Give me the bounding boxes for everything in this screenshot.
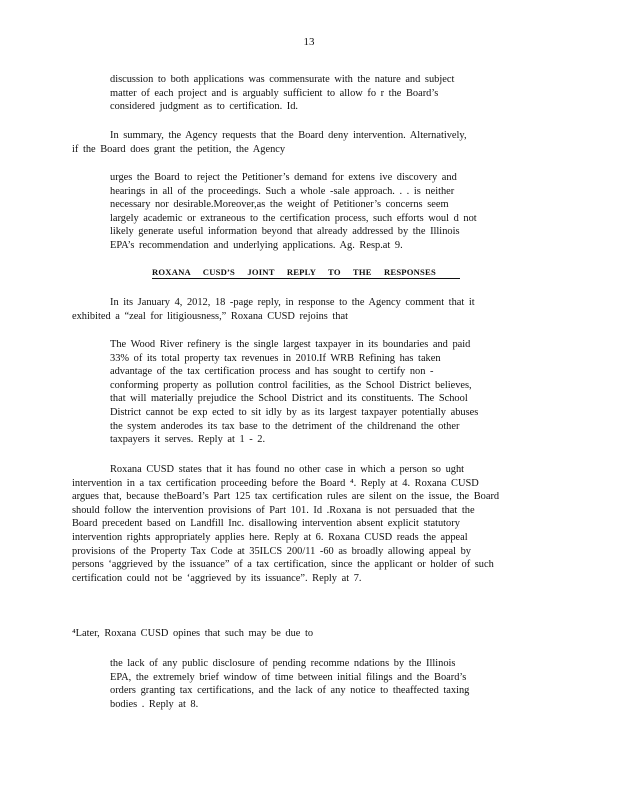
text-line: urges the Board to reject the Petitioner’s demand for extens ive discovery and xyxy=(110,172,457,183)
text-line: provisions of the Property Tax Code at 35ILCS 200/11 -60 as broadly allowing appeal by xyxy=(72,545,471,557)
text-line: conforming property as pollution control facilities, as the School District believes, xyxy=(110,379,472,391)
paragraph-roxana-reply xyxy=(72,296,532,323)
text-line: District cannot be exp ected to sit idly by as its largest taxpayer potentially abuses xyxy=(110,406,479,418)
footnote-lead: ⁴Later, Roxana CUSD opines that such may be due to xyxy=(72,628,314,639)
text-line: taxpayers it serves. Reply at 1 - 2. xyxy=(110,434,266,446)
block-quote-certification xyxy=(110,73,500,114)
text-line: should follow the intervention provisions of Part 101. Id .Roxana is not persuaded that the xyxy=(72,504,475,516)
block-quote-roxana xyxy=(110,338,500,447)
text-line: discussion to both applications was commensurate with the nature and subject xyxy=(110,74,455,85)
text-line: 33% of its total property tax revenues in 2010.If WRB Refining has taken xyxy=(110,352,441,364)
text-line: the system anderodes its tax base to the detriment of the childrenand the other xyxy=(110,420,460,432)
footnote-block-quote xyxy=(110,657,500,711)
text-line: largely academic or extraneous to the certification process, such efforts woul d not xyxy=(110,212,477,224)
text-line: certification could not be ‘aggrieved by its issuance”. Reply at 7. xyxy=(72,572,362,584)
text-line: Board precedent based on Landfill Inc. disallowing intervention absent explicit statutory xyxy=(72,518,460,530)
text-line: considered judgment as to certification. Id. xyxy=(110,101,299,113)
text-line: Roxana CUSD states that it has found no other case in which a person so ught xyxy=(110,464,465,475)
text-line: likely generate useful information beyond that already addressed by the Illinois xyxy=(110,226,460,238)
text-line: that will materially prejudice the School District and its constituents. The School xyxy=(110,393,468,405)
text-line: advantage of the tax certification process and has sought to certify non - xyxy=(110,366,434,378)
paragraph-agency-summary xyxy=(72,129,532,156)
text-line: if the Board does grant the petition, the Agency xyxy=(72,143,286,155)
text-line: intervention in a tax certification proceeding before the Board ⁴. Reply at 4. Roxana CUSD xyxy=(72,477,479,489)
text-line: intervention rights appropriately applies here. Reply at 6. Roxana CUSD reads the appeal xyxy=(72,531,468,543)
text-line: exhibited a “zeal for litigiousness,” Roxana CUSD rejoins that xyxy=(72,310,348,322)
text-line: In its January 4, 2012, 18 -page reply, in response to the Agency comment that it xyxy=(110,297,475,308)
text-line: orders granting tax certifications, and the lack of any notice to theaffected taxing xyxy=(110,685,470,697)
text-line: EPA, the extremely brief window of time between initial filings and the Board’s xyxy=(110,671,467,683)
block-quote-agency-response xyxy=(110,171,500,253)
section-heading: ROXANA CUSD’S JOINT REPLY TO THE RESPONSES xyxy=(152,267,460,279)
text-line: the lack of any public disclosure of pending recomme ndations by the Illinois xyxy=(110,658,456,669)
text-line: bodies . Reply at 8. xyxy=(110,698,199,710)
text-line: EPA’s recommendation and underlying applications. Ag. Resp.at 9. xyxy=(110,239,403,251)
text-line: necessary nor desirable.Moreover,as the weight of Petitioner’s concerns seem xyxy=(110,199,449,211)
text-line: persons ‘aggrieved by the issuance” of a tax certification, since the applicant or holder of such xyxy=(72,559,494,571)
text-line: In summary, the Agency requests that the Board deny intervention. Alternatively, xyxy=(110,130,467,141)
paragraph-roxana-states xyxy=(72,463,532,585)
text-line: The Wood River refinery is the single largest taxpayer in its boundaries and paid xyxy=(110,339,471,350)
page-number: 13 xyxy=(303,36,315,48)
text-line: matter of each project and is arguably sufficient to allow fo r the Board’s xyxy=(110,87,439,99)
text-line: hearings in all of the proceedings. Such a whole -sale approach. . . is neither xyxy=(110,185,455,197)
text-line: argues that, because theBoard’s Part 125 tax certification rules are silent on the issue, the Board xyxy=(72,491,500,503)
